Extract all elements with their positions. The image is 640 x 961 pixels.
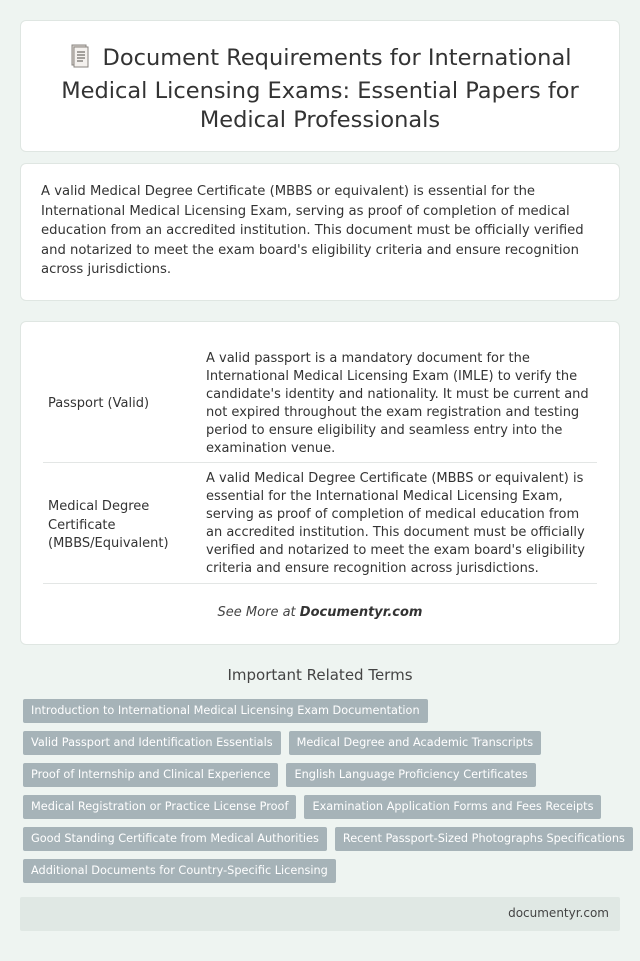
related-terms-heading: Important Related Terms: [227, 666, 413, 684]
related-terms-list: [23, 699, 623, 891]
related-term-tag[interactable]: English Language Proficiency Certificates: [286, 763, 535, 787]
see-more-link[interactable]: [21, 605, 619, 620]
related-term-tag[interactable]: Valid Passport and Identification Essentials: [23, 731, 281, 755]
related-term-tag[interactable]: Medical Degree and Academic Transcripts: [289, 731, 541, 755]
table-row-value: A valid Medical Degree Certificate (MBBS or equivalent) is essential for the International Medical Licensing Exam, serving as proof of completion of medical education from an accredited institution. This document must be officially verified and notarized to meet the exam board's eligibility criteria and ensure recognition across jurisdictions.: [206, 471, 585, 576]
document-icon: [69, 44, 89, 77]
column-divider: [199, 463, 200, 583]
column-divider: [199, 346, 200, 462]
see-more-prefix: See More at: [217, 605, 300, 620]
related-term-tag[interactable]: Proof of Internship and Clinical Experience: [23, 763, 278, 787]
page-title: [45, 44, 595, 136]
table-row-key: Passport (Valid): [48, 396, 150, 411]
related-term-tag[interactable]: Additional Documents for Country-Specific Licensing: [23, 859, 336, 883]
table-row-key: Medical Degree Certificate (MBBS/Equivalent): [48, 499, 169, 551]
related-term-tag[interactable]: Good Standing Certificate from Medical Authorities: [23, 827, 327, 851]
page-title-text: Document Requirements for International Medical Licensing Exams: Essential Papers for Medical Professionals: [61, 45, 579, 133]
footer-bar: [20, 897, 620, 931]
related-term-tag[interactable]: Introduction to International Medical Licensing Exam Documentation: [23, 699, 428, 723]
related-term-tag[interactable]: Recent Passport-Sized Photographs Specifications: [335, 827, 633, 851]
related-term-tag[interactable]: Examination Application Forms and Fees Receipts: [304, 795, 601, 819]
related-term-tag[interactable]: Medical Registration or Practice License Proof: [23, 795, 296, 819]
intro-card: [20, 163, 620, 301]
footer-site-link[interactable]: documentyr.com: [508, 906, 609, 920]
title-card: [20, 20, 620, 152]
document-table-card: [20, 321, 620, 645]
table-row: [43, 346, 597, 463]
intro-text: A valid Medical Degree Certificate (MBBS or equivalent) is essential for the International Medical Licensing Exam, serving as proof of completion of medical education from an accredited institution. This document must be officially verified and notarized to meet the exam board's eligibility criteria and ensure recognition across jurisdictions.: [41, 184, 584, 277]
table-row: [43, 463, 597, 584]
table-row-value: A valid passport is a mandatory document for the International Medical Licensing Exam (IMLE) to verify the candidate's identity and nationality. It must be current and not expired throughout the exam registration and testing period to ensure eligibility and seamless entry into the examination venue.: [206, 351, 589, 456]
see-more-site[interactable]: Documentyr.com: [299, 605, 423, 620]
